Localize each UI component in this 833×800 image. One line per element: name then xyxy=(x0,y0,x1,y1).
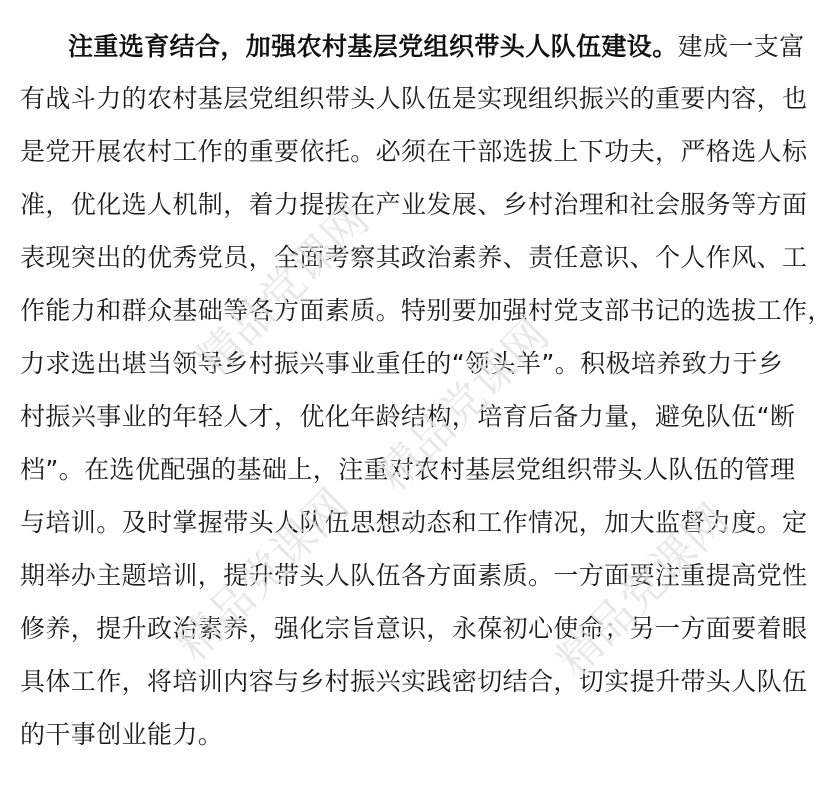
line-text: 建成一支富 xyxy=(677,32,805,61)
paragraph-line-2: 有战斗力的农村基层党组织带头人队伍是实现组织振兴的重要内容，也 xyxy=(20,84,808,113)
paragraph-line-11: 期举办主题培训，提升带头人队伍各方面素质。一方面要注重提高党性 xyxy=(20,561,808,590)
paragraph-line-12: 修养，提升政治素养，强化宗旨意识，永葆初心使命；另一方面要着眼 xyxy=(20,614,808,643)
paragraph-line-13: 具体工作，将培训内容与乡村振兴实践密切结合，切实提升带头人队伍 xyxy=(20,667,808,696)
paragraph-line-5: 表现突出的优秀党员，全面考察其政治素养、责任意识、个人作风、工 xyxy=(20,243,808,272)
paragraph-line-1 xyxy=(20,25,805,69)
lead-heading: 注重选育结合，加强农村基层党组织带头人队伍建设。 xyxy=(68,32,678,61)
watermark-4: 精品党课网 xyxy=(547,494,739,686)
paragraph-line-10: 与培训。及时掌握带头人队伍思想动态和工作情况，加大监督力度。定 xyxy=(20,508,808,537)
paragraph-line-4: 准，优化选人机制，着力提拔在产业发展、乡村治理和社会服务等方面 xyxy=(20,190,808,219)
watermark-2: 精品党课网 xyxy=(367,309,559,501)
watermark-3: 精品党课网 xyxy=(167,479,359,671)
paragraph-line-9: 档”。在选优配强的基础上，注重对农村基层党组织带头人队伍的管理 xyxy=(20,455,796,484)
paragraph-line-3: 是党开展农村工作的重要依托。必须在干部选拔上下功夫，严格选人标 xyxy=(20,137,808,166)
paragraph-line-8: 村振兴事业的年轻人才，优化年龄结构，培育后备力量，避免队伍“断 xyxy=(20,402,796,431)
paragraph-line-14: 的干事创业能力。 xyxy=(20,720,224,749)
paragraph-line-7: 力求选出堪当领导乡村振兴事业重任的“领头羊”。积极培养致力于乡 xyxy=(20,349,784,378)
document-page xyxy=(20,0,833,800)
watermark-1: 精品党课网 xyxy=(187,194,379,386)
paragraph-line-6: 作能力和群众基础等各方面素质。特别要加强村党支部书记的选拔工作， xyxy=(20,296,833,325)
